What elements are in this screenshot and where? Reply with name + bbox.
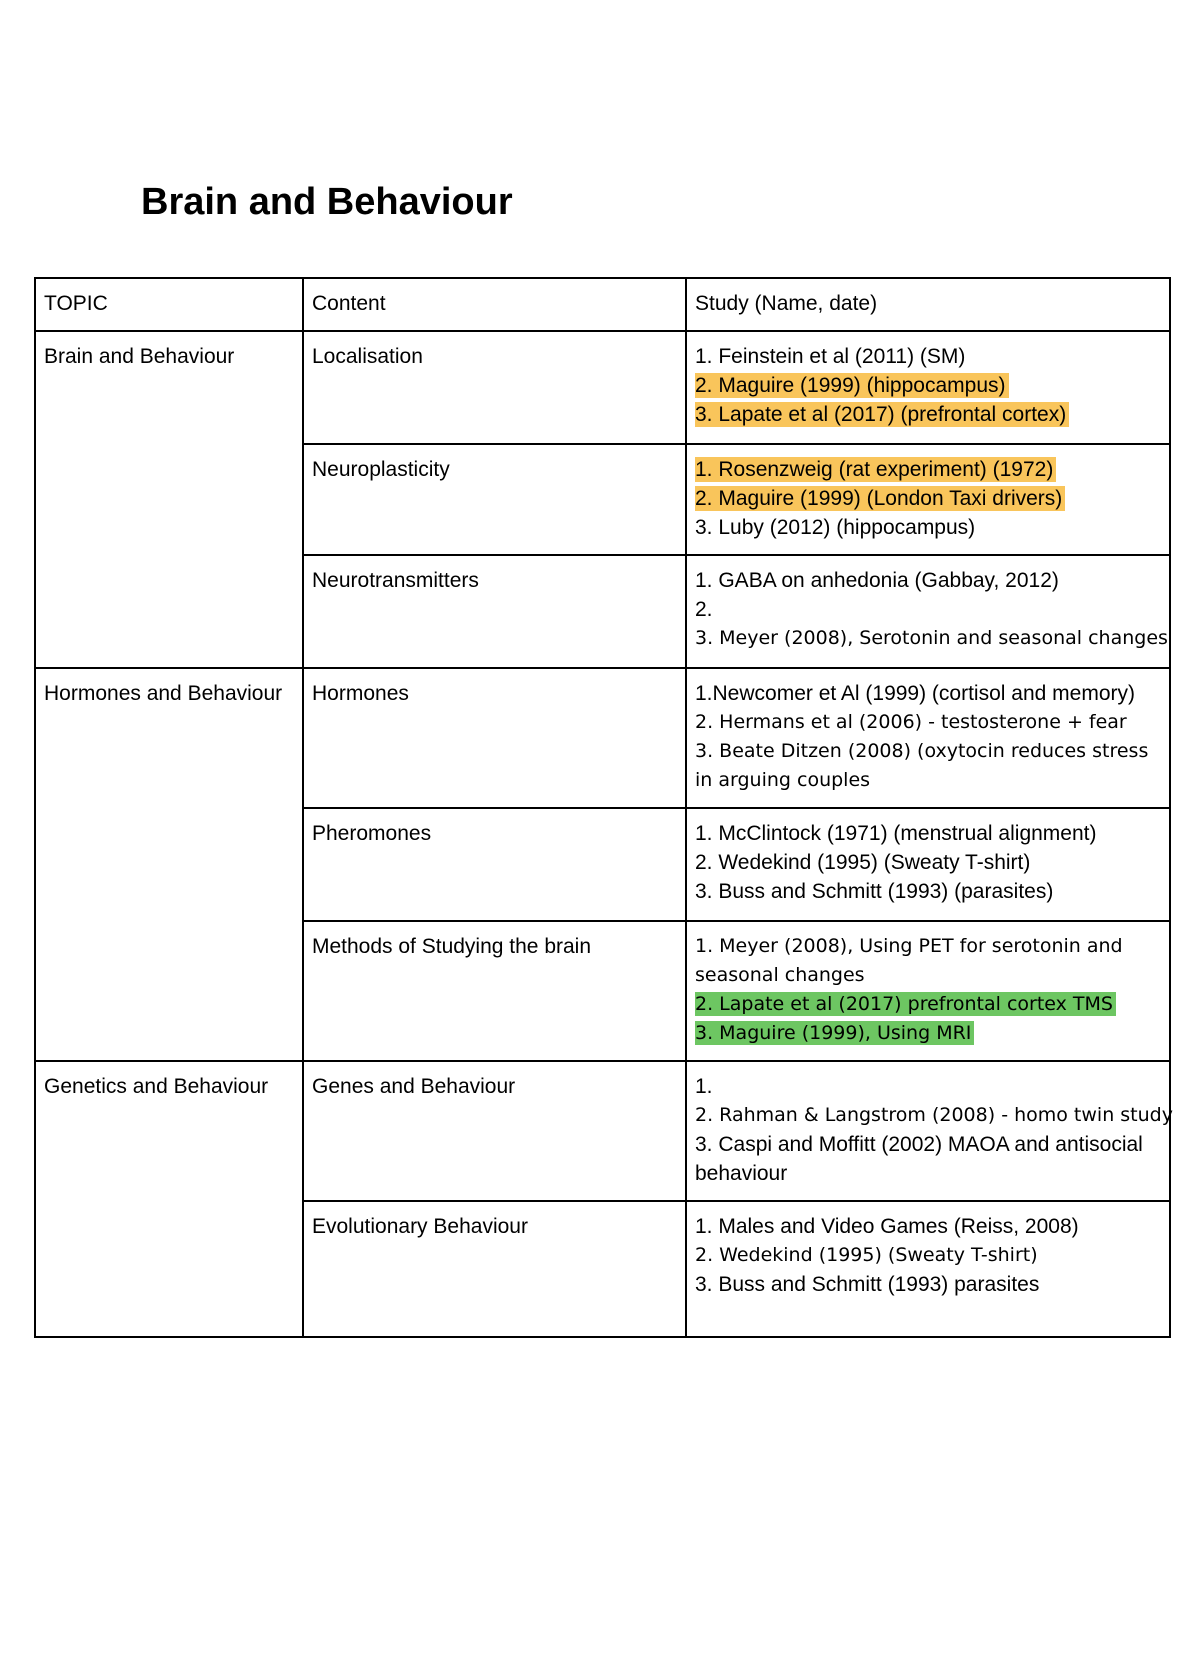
study-cell xyxy=(686,1201,1170,1337)
study-cell xyxy=(686,808,1170,921)
study-item-highlighted: 1. Rosenzweig (rat experiment) (1972) xyxy=(695,455,1161,484)
study-item: 1. xyxy=(695,1075,713,1098)
study-item: 2. xyxy=(695,598,713,621)
study-item-highlighted: 3. Maguire (1999), Using MRI xyxy=(695,1019,1161,1048)
content-cell: Localisation xyxy=(303,331,686,444)
study-cell xyxy=(686,444,1170,555)
study-item: 1. Males and Video Games (Reiss, 2008) xyxy=(695,1215,1079,1238)
study-item-highlighted: 2. Maguire (1999) (hippocampus) xyxy=(695,371,1161,400)
content-cell: Hormones xyxy=(303,668,686,808)
study-cell xyxy=(686,1061,1173,1201)
study-item: 1. GABA on anhedonia (Gabbay, 2012) xyxy=(695,569,1059,592)
study-item: 2. Wedekind (1995) (Sweaty T-shirt) xyxy=(695,1244,1038,1266)
table-row xyxy=(35,1061,1170,1201)
study-item: 1. Meyer (2008), Using PET for serotonin and seasonal changes xyxy=(695,935,1123,986)
study-table xyxy=(34,277,1171,1338)
table-header-row xyxy=(35,278,1170,331)
content-cell: Methods of Studying the brain xyxy=(303,921,686,1061)
study-cell xyxy=(686,668,1170,808)
study-item: 2. Rahman & Langstrom (2008) - homo twin study xyxy=(695,1104,1173,1126)
topic-cell: Genetics and Behaviour xyxy=(35,1061,303,1337)
content-cell: Genes and Behaviour xyxy=(303,1061,686,1201)
study-item-highlighted: 3. Lapate et al (2017) (prefrontal cortex) xyxy=(695,400,1161,429)
study-item: 3. Buss and Schmitt (1993) (parasites) xyxy=(695,880,1054,903)
study-item: 1. Feinstein et al (2011) (SM) xyxy=(695,345,966,368)
study-cell xyxy=(686,921,1170,1061)
header-content: Content xyxy=(303,278,686,331)
study-item: 3. Luby (2012) (hippocampus) xyxy=(695,516,976,539)
study-item: 2. Wedekind (1995) (Sweaty T-shirt) xyxy=(695,851,1031,874)
content-cell: Evolutionary Behaviour xyxy=(303,1201,686,1337)
topic-cell: Hormones and Behaviour xyxy=(35,668,303,1061)
page-title: Brain and Behaviour xyxy=(141,181,513,223)
study-item: 1. McClintock (1971) (menstrual alignment) xyxy=(695,822,1097,845)
table-row xyxy=(35,668,1170,808)
study-cell xyxy=(686,331,1170,444)
topic-cell: Brain and Behaviour xyxy=(35,331,303,668)
study-item: 3. Beate Ditzen (2008) (oxytocin reduces stress in arguing couples xyxy=(695,740,1149,791)
study-item-highlighted: 2. Maguire (1999) (London Taxi drivers) xyxy=(695,484,1161,513)
study-item: 1.Newcomer et Al (1999) (cortisol and memory) xyxy=(695,682,1135,705)
study-item: 3. Buss and Schmitt (1993) parasites xyxy=(695,1273,1040,1296)
study-item: 2. Hermans et al (2006) - testosterone + fear xyxy=(695,711,1127,733)
study-item-highlighted: 2. Lapate et al (2017) prefrontal cortex TMS xyxy=(695,990,1161,1019)
table-row xyxy=(35,331,1170,444)
content-cell: Neuroplasticity xyxy=(303,444,686,555)
content-cell: Neurotransmitters xyxy=(303,555,686,668)
study-item: 3. Caspi and Moffitt (2002) MAOA and antisocial behaviour xyxy=(695,1133,1143,1185)
header-topic: TOPIC xyxy=(35,278,303,331)
study-item: 3. Meyer (2008), Serotonin and seasonal changes xyxy=(695,627,1168,649)
content-cell: Pheromones xyxy=(303,808,686,921)
study-cell xyxy=(686,555,1170,668)
header-study: Study (Name, date) xyxy=(686,278,1170,331)
